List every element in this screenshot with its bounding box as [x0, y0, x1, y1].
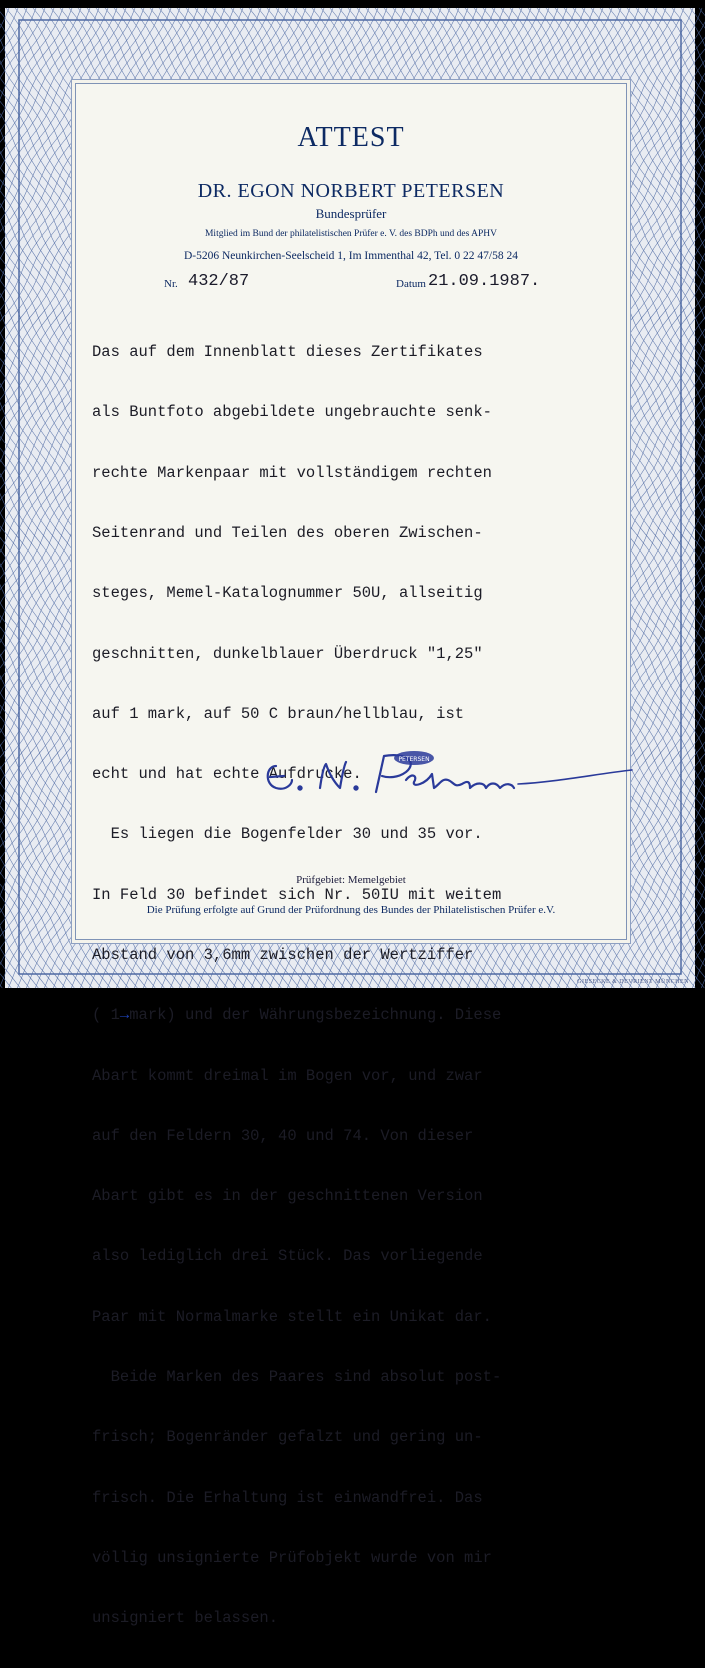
body-line: echt und hat echte Aufdrucke.: [92, 765, 362, 784]
body-line: Paar mit Normalmarke stellt ein Unikat dar.: [92, 1307, 492, 1326]
body-line-with-arrow: [92, 1005, 632, 1025]
arrow-icon: →: [119, 1006, 130, 1025]
body-line: Abart kommt dreimal im Bogen vor, und zwar: [92, 1066, 483, 1085]
examination-statement: Die Prüfung erfolgte auf Grund der Prüfordnung des Bundes der Philatelistischen Prüfer e.V.: [146, 904, 556, 916]
body-line: Abart gibt es in der geschnittenen Version: [92, 1187, 483, 1206]
body-line-mid: mark): [129, 1006, 176, 1025]
examiner-name: DR. EGON NORBERT PETERSEN: [197, 180, 505, 202]
body-line: als Buntfoto abgebildete ungebrauchte senk-: [92, 403, 492, 422]
body-line: Abstand von 3,6mm zwischen der Wertziffer: [92, 946, 474, 964]
examiner-role: Bundesprüfer: [315, 206, 387, 221]
address-line: D-5206 Neunkirchen-Seelscheid 1, Im Immenthal 42, Tel. 0 22 47/58 24: [183, 250, 518, 262]
body-line: rechte Markenpaar mit vollständigem rechten: [92, 463, 492, 482]
body-line: frisch; Bogenränder gefalzt und gering un-: [92, 1428, 483, 1447]
body-line: Das auf dem Innenblatt dieses Zertifikates: [92, 343, 483, 362]
body-line: frisch. Die Erhaltung ist einwandfrei. Das: [92, 1488, 483, 1507]
body-line: geschnitten, dunkelblauer Überdruck "1,25": [92, 644, 483, 663]
body-line: also lediglich drei Stück. Das vorliegende: [92, 1247, 483, 1266]
body-line: auf den Feldern 30, 40 und 74. Von dieser: [92, 1126, 474, 1145]
signature-stamp-text: PETERSEN: [398, 756, 430, 763]
body-line-rest: und der Währungsbezeichnung. Diese: [185, 1006, 502, 1025]
membership-line: Mitglied im Bund der philatelistischen Prüfer e. V. des BDPh und des APHV: [204, 229, 498, 239]
body-line: steges, Memel-Katalognummer 50U, allseitig: [92, 584, 483, 603]
body-line: unsigniert belassen.: [92, 1609, 279, 1628]
certificate-date: 21.09.1987.: [428, 272, 541, 291]
date-label: Datum: [396, 278, 426, 290]
body-line: völlig unsignierte Prüfobjekt wurde von mir: [92, 1548, 492, 1567]
body-line: Seitenrand und Teilen des oberen Zwischen-: [92, 524, 483, 543]
certificate-inner-panel: [75, 83, 627, 1628]
body-line: In Feld 30 befindet sich Nr. 50IU mit weitem: [92, 885, 502, 904]
body-line: auf 1 mark, auf 50 C braun/hellblau, ist: [92, 704, 465, 723]
body-line: Beide Marken des Paares sind absolut post-: [92, 1367, 502, 1386]
certificate-sheet: [5, 8, 695, 1628]
certificate-number: 432/87: [188, 272, 250, 291]
certificate-number-label: Nr.: [164, 278, 178, 290]
certificate-body: [92, 302, 632, 1668]
printer-imprint: GIESECKE & DEVRIENT MÜNCHEN: [577, 979, 689, 985]
body-line-prefix: ( 1: [92, 1006, 120, 1025]
body-line: Es liegen die Bogenfelder 30 und 35 vor.: [92, 825, 483, 844]
examination-area: Prüfgebiet: Memelgebiet: [296, 874, 406, 886]
certificate-title: ATTEST: [297, 122, 405, 153]
